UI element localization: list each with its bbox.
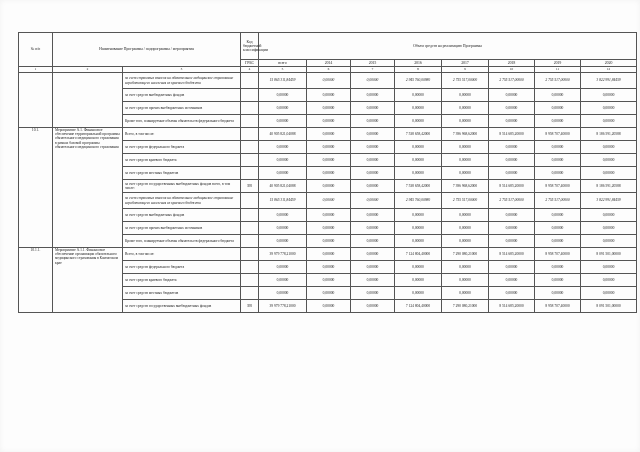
amount-cell: 0,00000 — [581, 141, 637, 154]
amount-cell: 0,00000 — [535, 287, 581, 300]
amount-cell: 7 538 658,42000 — [395, 128, 442, 141]
amount-cell: 0,00000 — [535, 102, 581, 115]
amount-cell: 3 822 991,84459 — [581, 193, 637, 209]
amount-cell: 0,00000 — [259, 89, 307, 102]
amount-cell: 0,00000 — [395, 261, 442, 274]
amount-cell: 0,00000 — [442, 261, 489, 274]
amount-cell: 0,00000 — [489, 274, 535, 287]
amount-cell: 39 979 778,21000 — [259, 300, 307, 313]
amount-cell: 0,00000 — [259, 102, 307, 115]
amount-cell: 0,00000 — [351, 102, 395, 115]
amount-cell: 0,00000 — [581, 102, 637, 115]
amount-cell: 8 514 685,20000 — [489, 180, 535, 193]
amount-cell: 0,00000 — [351, 89, 395, 102]
amount-cell: 0,00000 — [581, 154, 637, 167]
funding-source: за счет средств государственных внебюджетных фондов — [123, 300, 241, 313]
amount-cell: 0,00000 — [535, 222, 581, 235]
amount-cell: 8 514 685,20000 — [489, 300, 535, 313]
amount-cell: 0,00000 — [351, 115, 395, 128]
amount-cell: 0,00000 — [259, 154, 307, 167]
amount-cell: 3 822 991,84459 — [581, 73, 637, 89]
amount-cell: 0,00000 — [442, 154, 489, 167]
amount-cell: 0,00000 — [307, 261, 351, 274]
amount-cell: 0,00000 — [489, 102, 535, 115]
grbs-code — [241, 115, 259, 128]
funding-source: за счет средств местных бюджетов — [123, 287, 241, 300]
year-header: 2016 — [395, 60, 442, 67]
grbs-code: 395 — [241, 300, 259, 313]
amount-cell: 0,00000 — [442, 209, 489, 222]
funding-source: за счет средств краевого бюджета — [123, 154, 241, 167]
amount-cell: 0,00000 — [307, 167, 351, 180]
amount-cell: 8 514 685,20000 — [489, 248, 535, 261]
amount-cell: 0,00000 — [535, 154, 581, 167]
amount-cell: 2 755 517,00000 — [442, 73, 489, 89]
amount-cell: 0,00000 — [395, 115, 442, 128]
col-name-header: Наименование Программы / подпрограммы / мероприятия — [53, 33, 241, 67]
amount-cell: 0,00000 — [442, 115, 489, 128]
year-header: 2017 — [442, 60, 489, 67]
grbs-code — [241, 261, 259, 274]
grbs-code — [241, 222, 259, 235]
grbs-header: ГРБС — [241, 60, 259, 67]
funding-source: за счет средств прочих внебюджетных источников — [123, 222, 241, 235]
funding-source: Всего, в том числе: — [123, 248, 241, 261]
amount-cell: 40 905 821,04088 — [259, 180, 307, 193]
amount-cell: 0,00000 — [351, 261, 395, 274]
amount-cell: 2 945 760,00980 — [395, 73, 442, 89]
amount-cell: 2 755 517,00000 — [442, 193, 489, 209]
grbs-code — [241, 141, 259, 154]
amount-cell: 0,00000 — [351, 167, 395, 180]
amount-cell: 0,00000 — [307, 209, 351, 222]
amount-cell: 8 091 501,00000 — [581, 248, 637, 261]
amount-cell: 0,00000 — [442, 89, 489, 102]
amount-cell: 0,00000 — [259, 222, 307, 235]
amount-cell: 0,00000 — [351, 209, 395, 222]
amount-cell: 0,00000 — [351, 235, 395, 248]
amount-cell: 8 958 707,40000 — [535, 300, 581, 313]
column-index: 5 — [259, 67, 307, 73]
amount-cell: 8 186 591,20588 — [581, 128, 637, 141]
funding-source: за счет средств федерального бюджета — [123, 261, 241, 274]
amount-cell: 8 958 707,40000 — [535, 248, 581, 261]
measure-name — [53, 73, 123, 128]
grbs-code: 395 — [241, 180, 259, 193]
funding-source: за счет средств внебюджетных фондов — [123, 89, 241, 102]
amount-cell: 8 091 501,00000 — [581, 300, 637, 313]
amount-cell: 0,00000 — [307, 154, 351, 167]
column-index: 11 — [535, 67, 581, 73]
funding-source: Кроме того, планируемые объемы обязательств федерального бюджета — [123, 115, 241, 128]
amount-cell: 7 124 804,40000 — [395, 248, 442, 261]
year-header: 2018 — [489, 60, 535, 67]
amount-cell: 0,00000 — [581, 89, 637, 102]
funding-source: за счет страховых взносов на обязательное медицинское страхование неработающего населения из краевого бюджета — [123, 193, 241, 209]
amount-cell: 0,00000 — [489, 154, 535, 167]
year-header: 2015 — [351, 60, 395, 67]
grbs-code — [241, 102, 259, 115]
table-row — [19, 73, 637, 89]
amount-cell: 0,00000 — [307, 89, 351, 102]
amount-cell: 8 958 707,40000 — [535, 128, 581, 141]
amount-cell: 0,00000 — [351, 128, 395, 141]
amount-cell: 0,00000 — [351, 300, 395, 313]
amount-cell: 0,00000 — [395, 167, 442, 180]
grbs-code — [241, 167, 259, 180]
column-index: 8 — [395, 67, 442, 73]
col-number-header: № п/п — [19, 33, 53, 67]
amount-cell: 0,00000 — [307, 274, 351, 287]
amount-cell: 0,00000 — [535, 89, 581, 102]
grbs-code — [241, 193, 259, 209]
amount-cell: 0,00000 — [259, 115, 307, 128]
column-index: 4 — [241, 67, 259, 73]
grbs-code — [241, 209, 259, 222]
column-index: 10 — [489, 67, 535, 73]
grbs-code — [241, 287, 259, 300]
funding-source: Кроме того, планируемые объемы обязательств федерального бюджета — [123, 235, 241, 248]
amount-cell: 0,00000 — [259, 287, 307, 300]
column-index: 12 — [581, 67, 637, 73]
amount-cell: 0,00000 — [307, 73, 351, 89]
amount-cell: 0,00000 — [351, 154, 395, 167]
funding-source: за счет средств внебюджетных фондов — [123, 209, 241, 222]
amount-cell: 0,00000 — [351, 248, 395, 261]
amount-cell: 7 290 080,21000 — [442, 248, 489, 261]
funding-source: за счет средств государственных внебюджетных фондов всего, в том числе: — [123, 180, 241, 193]
grbs-code — [241, 235, 259, 248]
amount-cell: 0,00000 — [307, 180, 351, 193]
amount-cell: 7 538 658,42000 — [395, 180, 442, 193]
amount-cell: 0,00000 — [442, 274, 489, 287]
amount-cell: 0,00000 — [259, 141, 307, 154]
amount-cell: 8 514 685,20000 — [489, 128, 535, 141]
amount-cell: 0,00000 — [442, 287, 489, 300]
amount-cell: 0,00000 — [259, 209, 307, 222]
amount-cell: 0,00000 — [581, 274, 637, 287]
funding-source: за счет страховых взносов на обязательное медицинское страхование неработающего населения из краевого бюджета — [123, 73, 241, 89]
row-number: 10.1. — [19, 128, 53, 248]
grbs-code — [241, 248, 259, 261]
amount-cell: 0,00000 — [307, 287, 351, 300]
amount-cell: 8 958 707,40000 — [535, 180, 581, 193]
amount-cell: 0,00000 — [307, 102, 351, 115]
col-funds-header: Объем средств на реализацию Программы — [259, 33, 637, 60]
amount-cell: 0,00000 — [581, 287, 637, 300]
amount-cell: 0,00000 — [442, 235, 489, 248]
amount-cell: 2 945 760,00980 — [395, 193, 442, 209]
year-header: 2014 — [307, 60, 351, 67]
amount-cell: 7 396 968,62000 — [442, 128, 489, 141]
amount-cell: 0,00000 — [581, 261, 637, 274]
column-index: 2 — [53, 67, 123, 73]
funding-source: за счет средств краевого бюджета — [123, 274, 241, 287]
amount-cell: 0,00000 — [442, 222, 489, 235]
amount-cell: 15 865 311,84459 — [259, 193, 307, 209]
amount-cell: 0,00000 — [351, 287, 395, 300]
amount-cell: 0,00000 — [395, 222, 442, 235]
program-funding-table — [18, 32, 637, 313]
amount-cell: 0,00000 — [535, 274, 581, 287]
amount-cell: 0,00000 — [307, 222, 351, 235]
row-number — [19, 73, 53, 128]
amount-cell: 0,00000 — [581, 115, 637, 128]
amount-cell: 2 755 517,00000 — [489, 73, 535, 89]
amount-cell: 0,00000 — [581, 167, 637, 180]
amount-cell: 0,00000 — [395, 287, 442, 300]
amount-cell: 0,00000 — [535, 209, 581, 222]
measure-name: Мероприятие А.1. Финансовое обеспечение территориальной программы обязательного медицинского страхования в рамках базовой программы обязательного медицинского страхования — [53, 128, 123, 248]
column-index: 3 — [123, 67, 241, 73]
measure-name: Мероприятие А.1.1. Финансовое обеспечение организации обязательного медицинского страхования в Камчатском крае — [53, 248, 123, 313]
amount-cell: 0,00000 — [307, 115, 351, 128]
amount-cell: 0,00000 — [395, 154, 442, 167]
amount-cell: 0,00000 — [395, 89, 442, 102]
row-number: 10.1.1. — [19, 248, 53, 313]
amount-cell: 2 755 517,00000 — [535, 193, 581, 209]
amount-cell: 0,00000 — [489, 235, 535, 248]
amount-cell: 0,00000 — [535, 115, 581, 128]
amount-cell: 0,00000 — [489, 89, 535, 102]
amount-cell: 0,00000 — [395, 102, 442, 115]
amount-cell: 0,00000 — [307, 300, 351, 313]
grbs-code — [241, 73, 259, 89]
amount-cell: 0,00000 — [307, 141, 351, 154]
amount-cell: 0,00000 — [351, 73, 395, 89]
column-index: 1 — [19, 67, 53, 73]
grbs-code — [241, 89, 259, 102]
amount-cell: 0,00000 — [351, 180, 395, 193]
amount-cell: 2 755 517,00000 — [535, 73, 581, 89]
funding-source: за счет средств федерального бюджета — [123, 141, 241, 154]
amount-cell: 0,00000 — [535, 141, 581, 154]
grbs-code — [241, 128, 259, 141]
grbs-code — [241, 154, 259, 167]
amount-cell: 0,00000 — [259, 274, 307, 287]
grbs-code — [241, 274, 259, 287]
col-code-header: Код бюджетной классификации — [241, 33, 259, 60]
amount-cell: 0,00000 — [489, 115, 535, 128]
amount-cell: 0,00000 — [351, 193, 395, 209]
amount-cell: 0,00000 — [489, 222, 535, 235]
amount-cell: 0,00000 — [395, 235, 442, 248]
amount-cell: 40 905 821,04088 — [259, 128, 307, 141]
column-index: 7 — [351, 67, 395, 73]
year-header: всего — [259, 60, 307, 67]
amount-cell: 0,00000 — [535, 261, 581, 274]
amount-cell: 0,00000 — [581, 222, 637, 235]
amount-cell: 0,00000 — [581, 235, 637, 248]
amount-cell: 0,00000 — [395, 274, 442, 287]
amount-cell: 0,00000 — [489, 261, 535, 274]
funding-source: за счет средств прочих внебюджетных источников — [123, 102, 241, 115]
amount-cell: 0,00000 — [259, 167, 307, 180]
amount-cell: 39 979 778,21000 — [259, 248, 307, 261]
amount-cell: 0,00000 — [442, 167, 489, 180]
amount-cell: 0,00000 — [351, 222, 395, 235]
amount-cell: 8 186 591,20588 — [581, 180, 637, 193]
amount-cell: 0,00000 — [307, 248, 351, 261]
amount-cell: 0,00000 — [395, 141, 442, 154]
amount-cell: 0,00000 — [307, 235, 351, 248]
table-row — [19, 128, 637, 141]
amount-cell: 2 755 517,00000 — [489, 193, 535, 209]
amount-cell: 0,00000 — [535, 235, 581, 248]
amount-cell: 0,00000 — [307, 193, 351, 209]
amount-cell: 0,00000 — [442, 102, 489, 115]
table-row — [19, 248, 637, 261]
amount-cell: 0,00000 — [489, 287, 535, 300]
amount-cell: 0,00000 — [489, 209, 535, 222]
amount-cell: 0,00000 — [307, 128, 351, 141]
year-header: 2020 — [581, 60, 637, 67]
amount-cell: 15 865 311,84459 — [259, 73, 307, 89]
amount-cell: 0,00000 — [489, 141, 535, 154]
amount-cell: 7 124 804,40000 — [395, 300, 442, 313]
amount-cell: 0,00000 — [351, 141, 395, 154]
funding-source: Всего, в том числе: — [123, 128, 241, 141]
amount-cell: 0,00000 — [535, 167, 581, 180]
header-row — [19, 33, 637, 60]
amount-cell: 7 290 080,21000 — [442, 300, 489, 313]
amount-cell: 0,00000 — [395, 209, 442, 222]
column-index: 9 — [442, 67, 489, 73]
year-header: 2019 — [535, 60, 581, 67]
amount-cell: 0,00000 — [489, 167, 535, 180]
amount-cell: 0,00000 — [581, 209, 637, 222]
amount-cell: 0,00000 — [259, 261, 307, 274]
amount-cell: 0,00000 — [351, 274, 395, 287]
amount-cell: 7 396 968,62000 — [442, 180, 489, 193]
amount-cell: 0,00000 — [442, 141, 489, 154]
funding-source: за счет средств местных бюджетов — [123, 167, 241, 180]
column-index: 6 — [307, 67, 351, 73]
amount-cell: 0,00000 — [259, 235, 307, 248]
